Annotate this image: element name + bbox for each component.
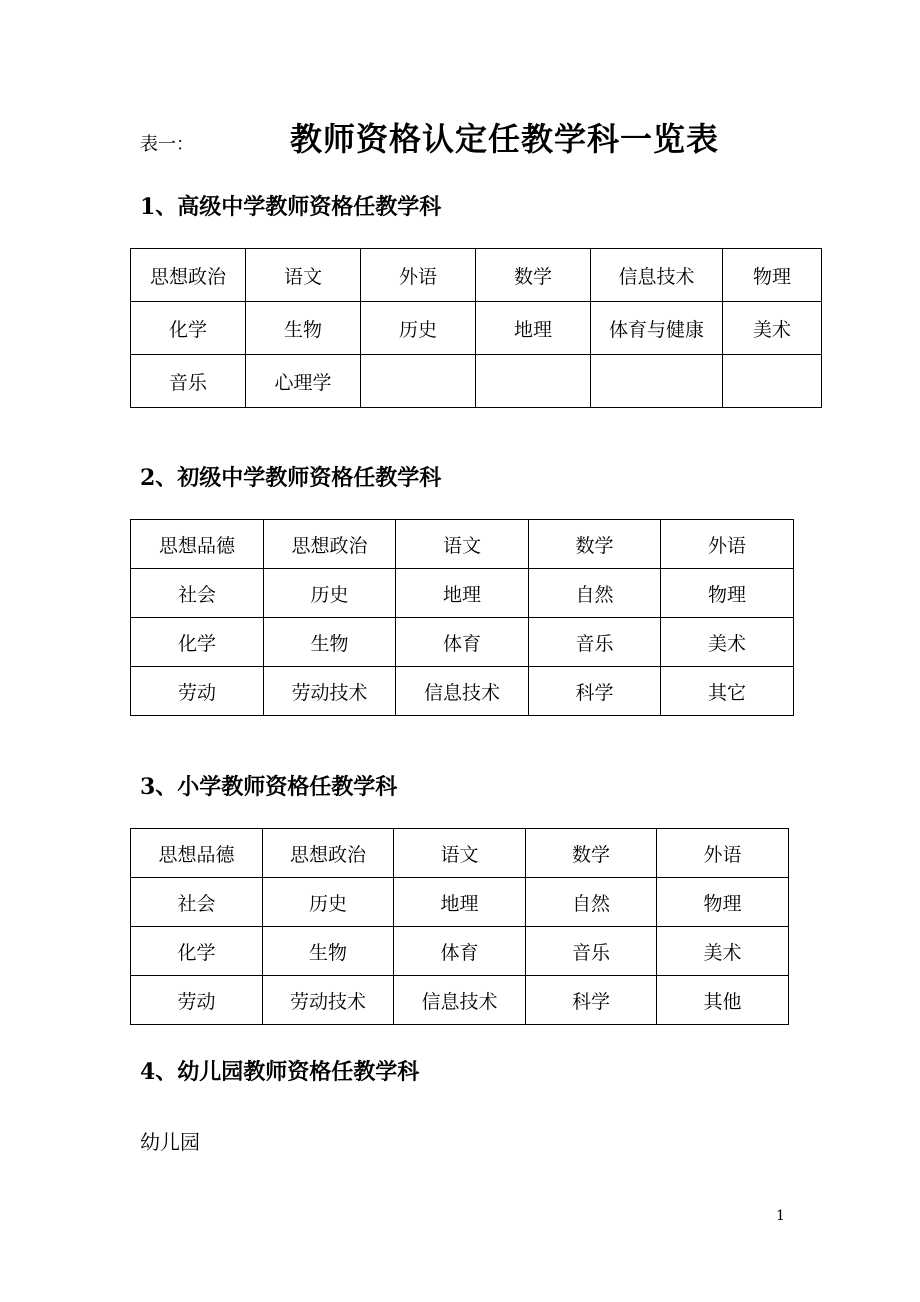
subject-cell: 化学 (131, 302, 246, 355)
subject-cell: 社会 (131, 569, 264, 618)
subject-cell: 地理 (396, 569, 529, 618)
subject-cell: 思想品德 (131, 520, 264, 569)
subject-cell: 思想政治 (263, 829, 394, 878)
subject-cell: 其他 (657, 976, 789, 1025)
junior-high-subjects-table (130, 519, 794, 716)
table-row (131, 667, 794, 716)
subject-cell: 音乐 (526, 927, 657, 976)
subject-cell: 地理 (476, 302, 591, 355)
subject-cell: 劳动技术 (264, 667, 396, 716)
subject-cell: 外语 (657, 829, 789, 878)
kindergarten-subject: 幼儿园 (140, 1130, 200, 1154)
subject-cell: 物理 (661, 569, 794, 618)
subject-cell: 体育 (396, 618, 529, 667)
table-row (131, 976, 789, 1025)
subject-cell: 生物 (263, 927, 394, 976)
subject-cell: 自然 (529, 569, 661, 618)
subject-cell: 地理 (394, 878, 526, 927)
subject-cell: 思想品德 (131, 829, 263, 878)
table-row (131, 569, 794, 618)
subject-cell: 信息技术 (591, 249, 723, 302)
subject-cell: 劳动技术 (263, 976, 394, 1025)
subject-cell: 自然 (526, 878, 657, 927)
page-title: 教师资格认定任教学科一览表 (290, 120, 720, 158)
table-row (131, 355, 822, 408)
section-1-heading: 1、高级中学教师资格任教学科 (140, 194, 442, 220)
subject-cell: 物理 (657, 878, 789, 927)
subject-cell (591, 355, 723, 408)
subject-cell: 物理 (723, 249, 822, 302)
subject-cell: 历史 (263, 878, 394, 927)
subject-cell: 数学 (529, 520, 661, 569)
subject-cell: 语文 (394, 829, 526, 878)
table-row (131, 618, 794, 667)
table-row (131, 927, 789, 976)
subject-cell: 信息技术 (396, 667, 529, 716)
subject-cell: 语文 (246, 249, 361, 302)
table-row (131, 302, 822, 355)
table-row (131, 829, 789, 878)
subject-cell: 化学 (131, 618, 264, 667)
subject-cell: 外语 (361, 249, 476, 302)
table-row (131, 249, 822, 302)
subject-cell: 语文 (396, 520, 529, 569)
primary-subjects-table (130, 828, 789, 1025)
subject-cell: 历史 (361, 302, 476, 355)
subject-cell: 科学 (529, 667, 661, 716)
table-row (131, 520, 794, 569)
senior-high-subjects-table (130, 248, 822, 408)
subject-cell: 心理学 (246, 355, 361, 408)
subject-cell: 思想政治 (264, 520, 396, 569)
subject-cell: 劳动 (131, 667, 264, 716)
subject-cell: 体育 (394, 927, 526, 976)
subject-cell: 化学 (131, 927, 263, 976)
subject-cell: 生物 (246, 302, 361, 355)
subject-cell: 社会 (131, 878, 263, 927)
section-2-heading: 2、初级中学教师资格任教学科 (140, 465, 442, 491)
subject-cell: 美术 (657, 927, 789, 976)
subject-cell: 信息技术 (394, 976, 526, 1025)
subject-cell: 思想政治 (131, 249, 246, 302)
subject-cell: 音乐 (529, 618, 661, 667)
subject-cell: 生物 (264, 618, 396, 667)
subject-cell: 其它 (661, 667, 794, 716)
subject-cell: 历史 (264, 569, 396, 618)
section-3-heading: 3、小学教师资格任教学科 (140, 774, 398, 800)
subject-cell: 外语 (661, 520, 794, 569)
subject-cell: 科学 (526, 976, 657, 1025)
subject-cell: 体育与健康 (591, 302, 723, 355)
subject-cell: 劳动 (131, 976, 263, 1025)
subject-cell (361, 355, 476, 408)
page-number: 1 (776, 1208, 785, 1224)
subject-cell (476, 355, 591, 408)
subject-cell (723, 355, 822, 408)
subject-cell: 数学 (476, 249, 591, 302)
table-label: 表一： (140, 134, 194, 155)
subject-cell: 音乐 (131, 355, 246, 408)
table-row (131, 878, 789, 927)
subject-cell: 美术 (661, 618, 794, 667)
section-4-heading: 4、幼儿园教师资格任教学科 (140, 1059, 420, 1085)
subject-cell: 美术 (723, 302, 822, 355)
subject-cell: 数学 (526, 829, 657, 878)
